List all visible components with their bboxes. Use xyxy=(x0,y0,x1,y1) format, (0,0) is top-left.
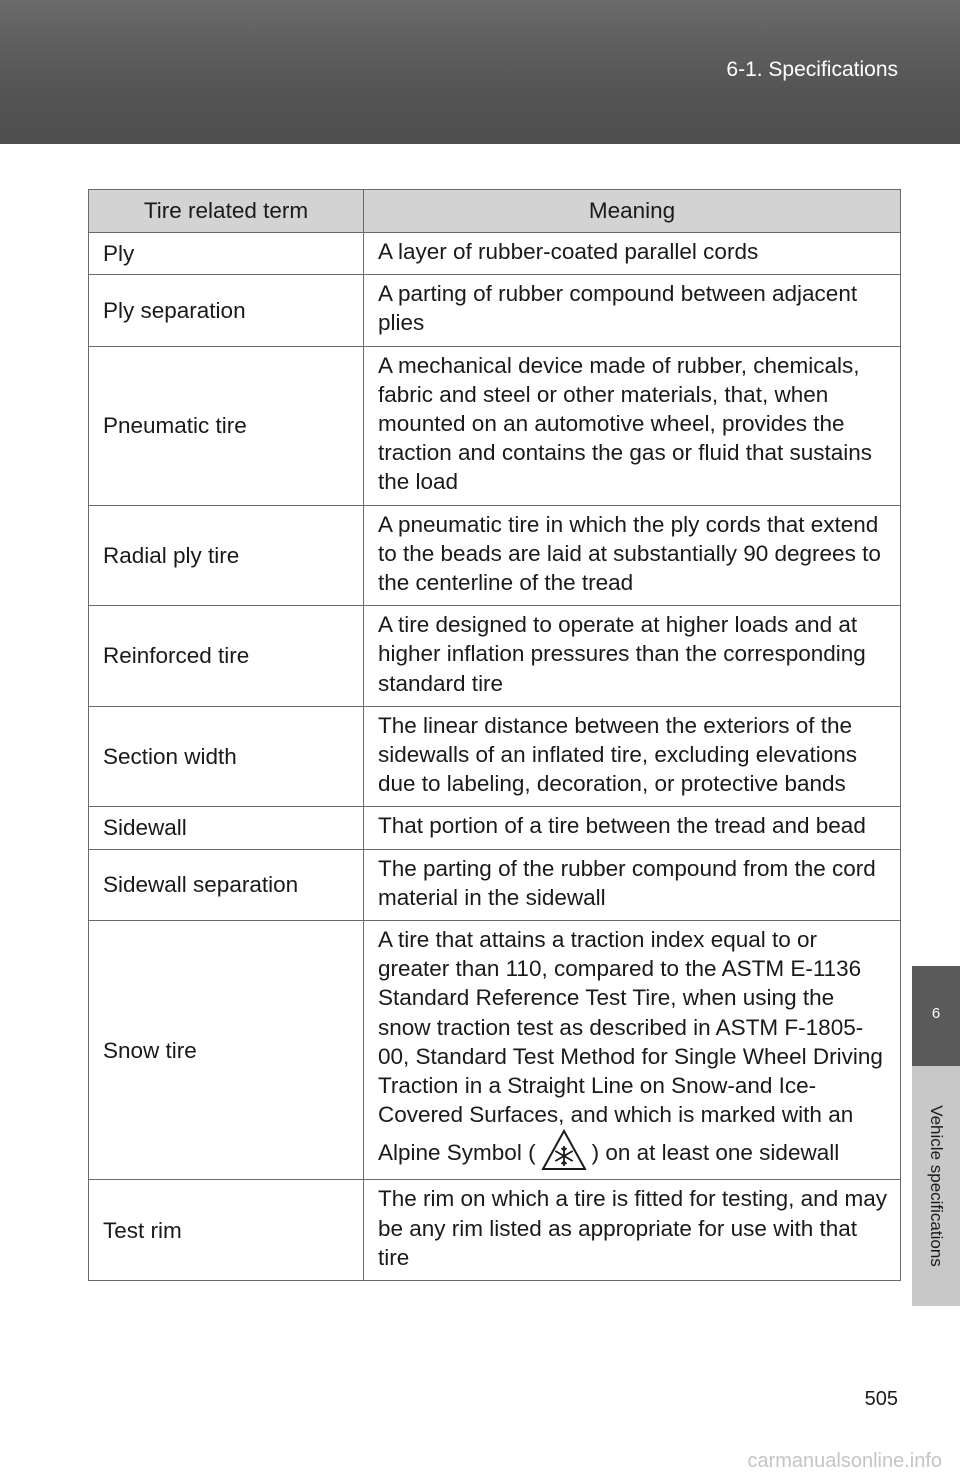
term-cell: Radial ply tire xyxy=(89,505,364,606)
chapter-tab[interactable] xyxy=(912,966,960,1066)
term-cell: Pneumatic tire xyxy=(89,346,364,505)
chapter-number: 6 xyxy=(931,1005,941,1022)
page-header xyxy=(0,0,960,144)
table-row xyxy=(89,807,901,849)
term-cell: Reinforced tire xyxy=(89,606,364,707)
watermark: carmanualsonline.info xyxy=(747,1450,942,1472)
page-number: 505 xyxy=(864,1388,898,1410)
meaning-cell: A layer of rubber-coated parallel cords xyxy=(364,233,901,275)
table-row xyxy=(89,849,901,920)
term-cell: Test rim xyxy=(89,1180,364,1281)
meaning-cell xyxy=(364,921,901,1180)
meaning-cell: A pneumatic tire in which the ply cords that extend to the beads are laid at substantially 90 degrees to the centerline of the tread xyxy=(364,505,901,606)
meaning-cell: A mechanical device made of rubber, chemicals, fabric and steel or other materials, that, when mounted on an automotive wheel, provides the traction and contains the gas or fluid that sustains the load xyxy=(364,346,901,505)
column-header-meaning: Meaning xyxy=(364,190,901,233)
meaning-cell: A parting of rubber compound between adjacent plies xyxy=(364,275,901,346)
section-title: 6-1. Specifications xyxy=(726,58,898,81)
table-row xyxy=(89,346,901,505)
tire-terms-table xyxy=(88,189,901,1281)
term-cell: Section width xyxy=(89,706,364,807)
meaning-text-before: A tire that attains a traction index equal to or greater than 110, compared to the ASTM E-1136 Standard Reference Test Tire, when using the snow traction test as described in ASTM F-1805-00, Standard Test Method for Single Wheel Driving Traction in a Straight Line on Snow-and Ice-Covered Surfaces, and which is marked with an Alpine Symbol ( xyxy=(378,927,883,1166)
meaning-text-after: ) on at least one sidewall xyxy=(591,1140,840,1166)
chapter-label: Vehicle specifications xyxy=(927,1105,946,1267)
term-cell: Snow tire xyxy=(89,921,364,1180)
table-row xyxy=(89,606,901,707)
term-cell: Sidewall xyxy=(89,807,364,849)
alpine-symbol-icon xyxy=(541,1129,587,1171)
table-row xyxy=(89,921,901,1180)
table-row xyxy=(89,505,901,606)
term-cell: Ply separation xyxy=(89,275,364,346)
meaning-cell: That portion of a tire between the tread and bead xyxy=(364,807,901,849)
meaning-cell: The linear distance between the exteriors of the sidewalls of an inflated tire, excluding elevations due to labeling, decoration, or protective bands xyxy=(364,706,901,807)
table-row xyxy=(89,233,901,275)
table-row xyxy=(89,1180,901,1281)
term-cell: Sidewall separation xyxy=(89,849,364,920)
table-header-row xyxy=(89,190,901,233)
table-row xyxy=(89,275,901,346)
meaning-cell: The parting of the rubber compound from the cord material in the sidewall xyxy=(364,849,901,920)
table-row xyxy=(89,706,901,807)
chapter-label-tab[interactable] xyxy=(912,1066,960,1306)
meaning-cell: The rim on which a tire is fitted for testing, and may be any rim listed as appropriate for use with that tire xyxy=(364,1180,901,1281)
term-cell: Ply xyxy=(89,233,364,275)
column-header-term: Tire related term xyxy=(89,190,364,233)
meaning-cell: A tire designed to operate at higher loads and at higher inflation pressures than the corresponding standard tire xyxy=(364,606,901,707)
